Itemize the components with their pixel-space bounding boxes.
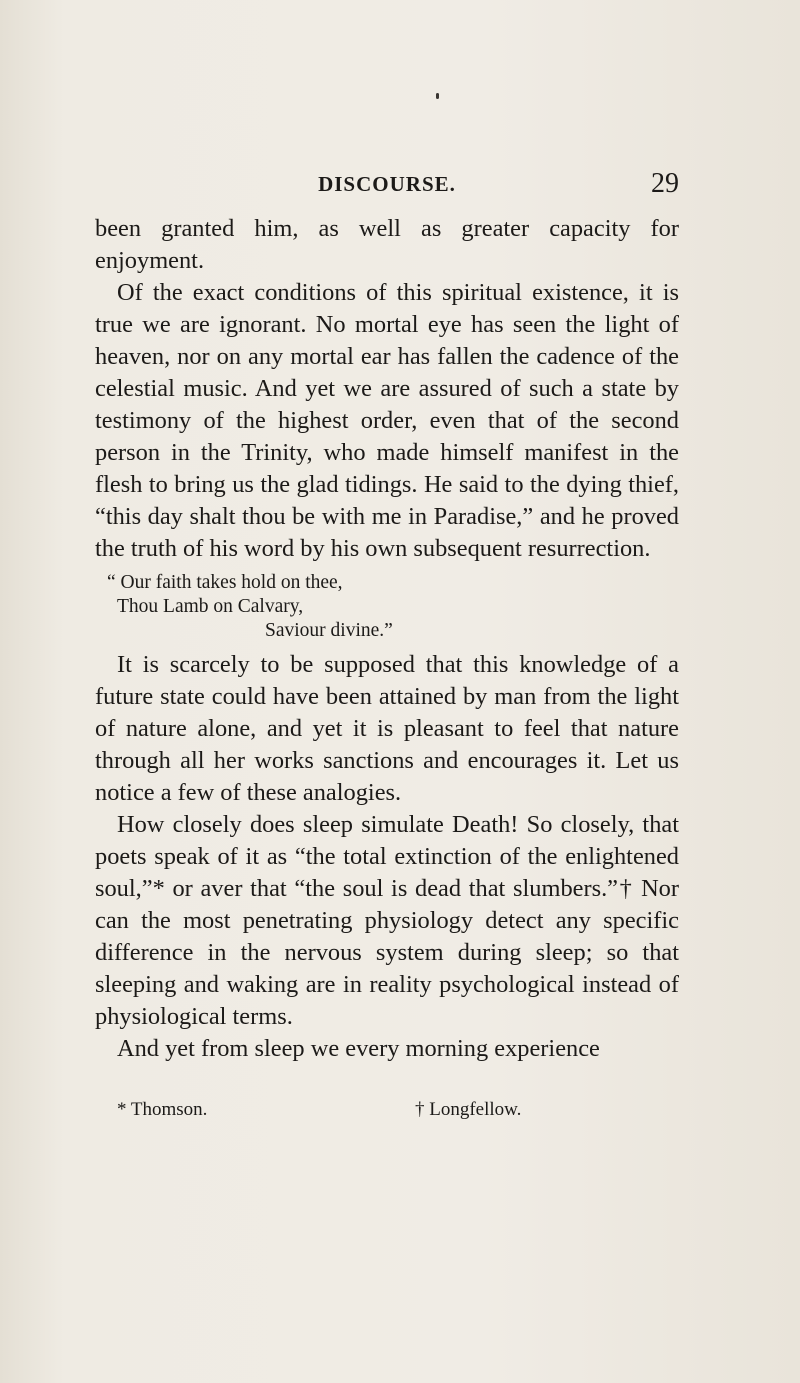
footnote-longfellow: † Longfellow. [415, 1099, 522, 1120]
paragraph: been granted him, as well as greater capacity for enjoyment. [95, 215, 679, 274]
ink-speck [436, 93, 439, 99]
paragraph: Of the exact conditions of this spiritual existence, it is true we are ignorant. No mortal eye has seen the light of heaven, nor on any mortal ear has fallen the cadence of the celestial music. And yet we are assured of such a state by testimony of the highest order, even that of the second person in the Trinity, who made himself manifest in the flesh to bring us the glad tidings. He said to the dying thief, “this day shalt thou be with me in Paradise,” and he proved the truth of his word by his own subsequent resurrection. [95, 279, 679, 562]
paragraph: It is scarcely to be supposed that this knowledge of a future state could have been attained by man from the light of nature alone, and yet it is pleasant to feel that nature through all her works sanctions and encourages it. Let us notice a few of these analogies. [95, 651, 679, 806]
paragraph: How closely does sleep simulate Death! So closely, that poets speak of it as “the total extinction of the enlightened soul,”* or aver that “the soul is dead that slumbers.”† Nor can the most penetrating physiology detect any specific difference in the nervous system during sleep; so that sleeping and waking are in reality psychological instead of physiological terms. [95, 811, 679, 1030]
body-text [95, 213, 679, 1065]
poem-quotation [95, 571, 679, 643]
poem-line: “ Our faith takes hold on thee, [107, 572, 343, 593]
poem-line: Thou Lamb on Calvary, [117, 596, 304, 617]
paragraph: And yet from sleep we every morning experience [117, 1035, 600, 1062]
page-header [95, 168, 679, 198]
footnote-thomson: * Thomson. [117, 1099, 208, 1120]
page-number: 29 [651, 168, 679, 199]
poem-line: Saviour divine.” [265, 620, 393, 641]
running-title: DISCOURSE. [318, 172, 456, 196]
footnotes [95, 1099, 679, 1125]
